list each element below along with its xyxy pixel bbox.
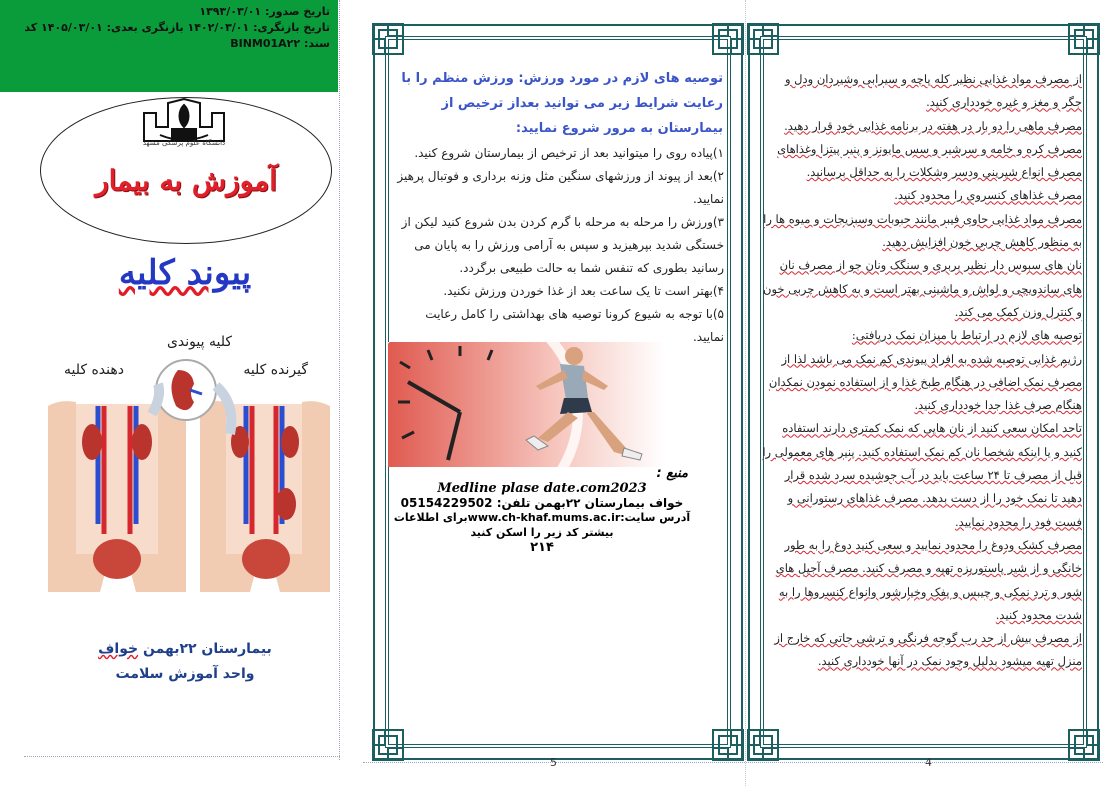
brochure-title: پیوند کلیه xyxy=(118,253,252,293)
list-item: ۲)بعد از پیوند از ورزشهای سنگین مثل وزنه برداری و فوتبال پرهیز نمایید. xyxy=(397,169,724,206)
cover-panel xyxy=(0,0,340,786)
document-code: سند: BINM01A۲۲ xyxy=(230,37,330,50)
page-boundary-line xyxy=(24,756,340,757)
page-number: 4 xyxy=(925,756,932,769)
paragraph: رژیم غذایی توصیه شده به افراد پیوندی کم نمک می باشد لذا از مصرف نمک اضافی در هنگام طبخ غذا و از استفاده نمودن نمکدان هنگام صرف غذا جدا خودداری کنید. xyxy=(768,351,1082,413)
paragraph: مصرف مواد غذایی حاوی فیبر مانند حبوبات وسبزیجات و میوه ها را به منظور کاهش چربی خون افزایش دهید. xyxy=(763,211,1082,250)
paragraph: از مصرف بیش از حد رب گوجه فرنگی و ترشی جاتی که خارج از منزل تهیه میشود بدلیل وجود نمک در آنها خودداری کنید. xyxy=(774,631,1082,669)
kidney-transplant-illustration xyxy=(40,324,332,596)
frame-corner-ornament xyxy=(371,728,405,762)
frame-corner-ornament xyxy=(371,22,405,56)
frame-corner-ornament xyxy=(746,22,780,56)
recipient-torso xyxy=(200,401,330,592)
frame-corner-ornament xyxy=(711,728,745,762)
page-boundary-line xyxy=(339,0,340,760)
paragraph: مصرف ماهی را دو بار در هفته در برنامه غذایی خود قرار دهید. xyxy=(784,118,1082,133)
hospital-contact: خواف بیمارستان ۲۲بهمن تلفن: 05154229502 xyxy=(400,496,684,510)
source-label: منبع : xyxy=(656,466,688,481)
runner-clock-image xyxy=(388,342,665,467)
arrow-donor xyxy=(152,384,159,414)
footer-city: خواف xyxy=(98,641,139,657)
code-number: ۲۱۴ xyxy=(530,540,554,555)
revision-date: تاریخ بازنگری: ۱۴۰۲/۰۳/۰۱ بازنگری بعدی: ۱۴۰۵/۰۳/۰۱ کد xyxy=(24,21,330,34)
exercise-heading: توصیه های لازم در مورد ورزش: ورزش منظم را با رعایت شرایط زیر می توانید بعداز ترخیص از بیمارستان به مرور شروع نمایید: xyxy=(401,71,723,136)
label-transplant-kidney: کلیه پیوندی xyxy=(166,334,232,350)
paragraph: تاحد امکان سعی کنید از نان هایی که نمک کمتری دارند استفاده کنید و یا اینکه شخصا نان کم نمک استفاده کنید. پنیر های معمولی را قبل از مصرف تا ۲۴ ساعت باید در آب جوشیده سرد شده قرار دهید تا نمک خود را از دست بدهد. مصرف غذاهای رستورانی و فست فود را محدود نمایید. xyxy=(762,421,1082,529)
frame-corner-ornament xyxy=(1067,22,1101,56)
label-donor-kidney: دهنده کلیه xyxy=(63,362,124,378)
paragraph: نان های سبوس دار نظیر بربری و سنگک ونان جو از مصرف نان های ساندویچی و لواش و ماشینی بهتر است و به کاهش چربی خون و کنترل وزن کمک می کند. xyxy=(763,258,1082,319)
paragraph: از مصرف مواد غذایی نظیر کله پاچه و سیرابی وشیردان ودل و جگر و مغز و غیره خودداری کنید. xyxy=(784,72,1082,110)
list-item: ۴)بهتر است تا یک ساعت بعد از غذا خوردن ورزش نکنید. xyxy=(443,284,724,298)
source-reference: Medline plase date.com2023 xyxy=(437,481,647,496)
transplant-kidney-icon xyxy=(156,360,216,420)
patient-education-title: آموزش به بیمار xyxy=(95,164,277,197)
paragraph: مصرف کشک ودوغ را محدود نمایید و سعی کنید دوغ را به طور خانگی و از شیر پاستوریزه تهیه و مصرف کنید. مصرف آجیل های شور و ترد نمکی و چیبس و پفک وخیارشور وانواع کنسروها را به شدت محدود کنید. xyxy=(775,537,1082,622)
frame-corner-ornament xyxy=(711,22,745,56)
paragraph: مصرف کره و خامه و سرشیر و سس مایونز و پنیر پیتزا وغذاهای مصرف انواع شیرینی ودسر وشکلات را به حداقل برسانید. xyxy=(777,141,1082,180)
donor-torso xyxy=(48,401,186,592)
paragraph: توصیه های لازم در ارتباط با میزان نمک دریافتی: xyxy=(851,328,1082,343)
frame-corner-ornament xyxy=(746,728,780,762)
page-boundary-line xyxy=(363,762,1103,763)
page-boundary-line xyxy=(745,0,746,786)
footer-hospital: بیمارستان ۲۲بهمن xyxy=(138,641,272,657)
paragraph: مصرف غذاهای کنسروی را محدود کنید. xyxy=(894,188,1082,203)
document-info-box xyxy=(0,0,338,92)
list-item: ۳)ورزش را مرحله به مرحله با گرم کردن بدن شروع کنید لیکن از خستگی شدید بپرهیزید و سپس به آرامی ورزش را به پایان می رسانید بطوری که تنفس شما به حالت طبیعی برگردد. xyxy=(401,215,724,275)
cover-footer xyxy=(60,637,310,687)
list-item: ۵)با توجه به شیوع کرونا توصیه های بهداشتی را کامل رعایت نمایید. xyxy=(425,307,724,344)
issue-date: تاریخ صدور: ۱۳۹۳/۰۳/۰۱ xyxy=(199,5,330,18)
footer-unit: واحد آموزش سلامت xyxy=(115,666,255,682)
logo-caption: دانشگاه علوم پزشکی مشهد xyxy=(142,139,226,147)
exercise-list xyxy=(392,142,724,349)
list-item: ۱)پیاده روی را میتوانید بعد از ترخیص از بیمارستان شروع کنید. xyxy=(414,146,724,160)
page-number: 5 xyxy=(550,756,557,769)
diet-recommendations xyxy=(762,68,1082,674)
source-block xyxy=(384,466,700,555)
label-recipient-kidney: گیرنده کلیه xyxy=(243,362,308,378)
website-line: آدرس سایت:www.ch-khaf.mums.ac.irبرای اطلاعات بیشتر کد زیر را اسکن کنید xyxy=(393,511,691,539)
frame-corner-ornament xyxy=(1067,728,1101,762)
